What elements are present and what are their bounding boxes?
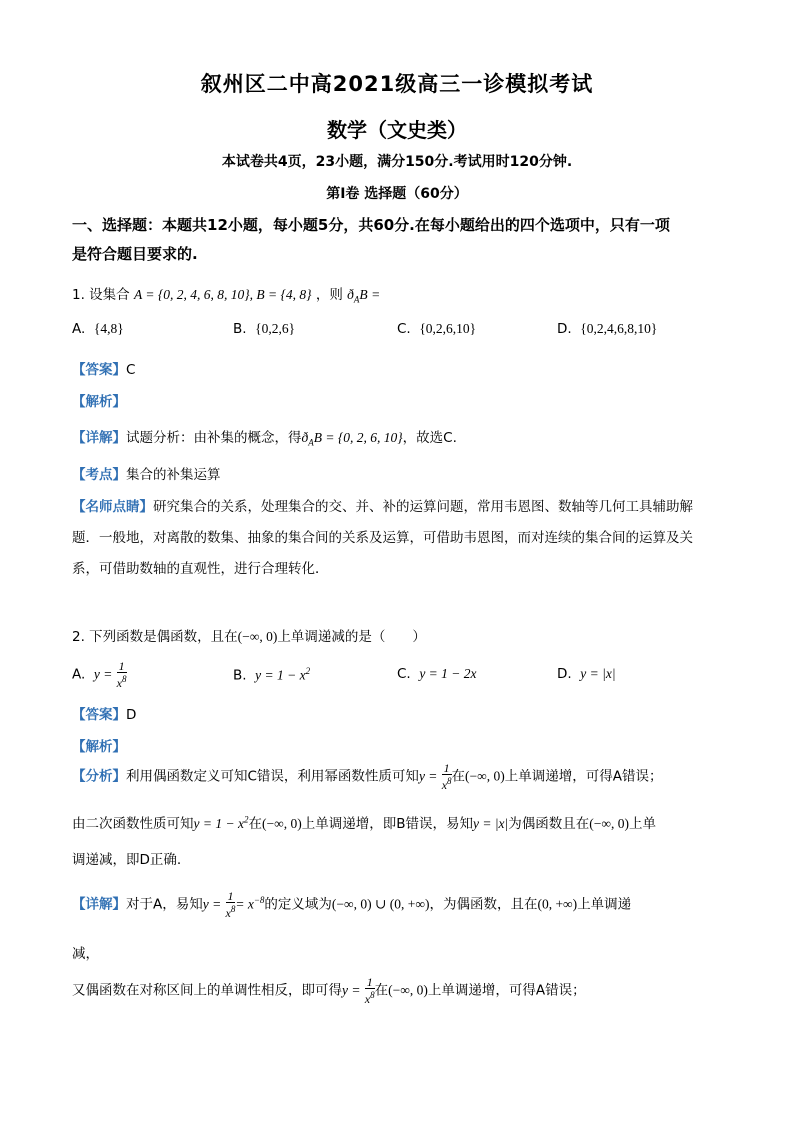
q1-detail: 【详解】试题分析：由补集的概念，得$ð_AB = \{0$, 2, 6, 10}，故选C. (72, 430, 457, 448)
q2-analysis-tag: 【解析】 (72, 739, 126, 755)
q1-set-a: A = {0, 2, 4, 6, 8, 10} (133, 287, 250, 302)
q1-option-d: D. {0,2,4,6,8,10} (557, 321, 658, 337)
q2-detail-line3: 又偶函数在对称区间上的单调性相反，即可得y = $\frac{1}{x^8}$ 在(−∞, 0)上单调递增，可得A错误； (72, 975, 586, 1006)
q2-stem: 2. 下列函数是偶函数，且在(−∞, 0)上单调递减的是（ ） (72, 629, 426, 645)
q2-option-b: B. $y = 1 - x^2$ (233, 666, 311, 684)
q2-option-a: A. y = $\frac{1}{x^8}$ (72, 659, 127, 690)
q1-tip-line3: 系，可借助数轴的直观性，进行合理转化． (72, 561, 329, 577)
q2-option-d: D. y = |x| (557, 666, 616, 682)
q2-answer: 【答案】D (72, 707, 137, 723)
q1-tip-line2: 题．一般地，对离散的数集、抽象的集合间的关系及运算，可借助韦恩图，而对连续的集合间的运算及关 (72, 530, 693, 546)
q2-detail-line1: 【详解】对于A，易知y = $\frac{1}{x^8}$ = $x^{-8}$的定义域为(−∞, 0) ∪ (0, +∞)，为偶函数，且在(0, +∞)上单调递 (72, 889, 632, 920)
q2-fenxi-line3: 调递减，即D正确. (72, 852, 182, 868)
page-title: 叙州区二中高2021级高三一诊模拟考试 (200, 72, 594, 96)
exam-note: 本试卷共4页，23小题，满分150分.考试用时120分钟. (221, 154, 573, 170)
q1-eq: = (371, 287, 380, 302)
q1-complement: $ð_AB$ (347, 287, 368, 305)
q1-option-b: B. {0,2,6} (233, 321, 296, 337)
q2-detail-line2: 减， (72, 946, 99, 962)
q1-analysis-tag: 【解析】 (72, 394, 126, 410)
q1-stem-prefix: 1. 设集合 (72, 287, 130, 303)
q1-stem (72, 283, 380, 305)
q1-point: 【考点】集合的补集运算 (72, 467, 221, 483)
volume-heading: 第I卷 选择题（60分） (326, 186, 468, 202)
q1-set-b: , B = {4, 8} (249, 287, 312, 302)
q2-fenxi-line1: 【分析】利用偶函数定义可知C错误，利用幂函数性质可知y = $\frac{1}{x^8}$ 在(−∞, 0)上单调递增，可得A错误； (72, 761, 663, 792)
section-heading-line2: 是符合题目要求的. (72, 245, 198, 263)
q1-tip-line1: 【名师点睛】研究集合的关系，处理集合的交、并、补的运算问题，常用韦恩图、数轴等几何工具辅助解 (72, 499, 693, 515)
subject-subtitle: 数学（文史类） (327, 118, 467, 142)
q1-answer: 【答案】C (72, 362, 136, 378)
section-heading-line1: 一、选择题：本题共12小题，每小题5分，共60分.在每小题给出的四个选项中，只有一项 (72, 216, 670, 234)
q1-stem-suffix: ，则 (315, 287, 343, 303)
q1-option-a: A. {4,8} (72, 321, 124, 337)
q2-option-c: C. y = 1 − 2x (397, 666, 477, 682)
q1-option-c: C. {0,2,6,10} (397, 321, 477, 337)
q2-fenxi-line2: 由二次函数性质可知$y = 1 - x^2$在(−∞, 0)上单调递增，即B错误，易知y = |x|为偶函数且在(−∞, 0)上单 (72, 814, 656, 832)
